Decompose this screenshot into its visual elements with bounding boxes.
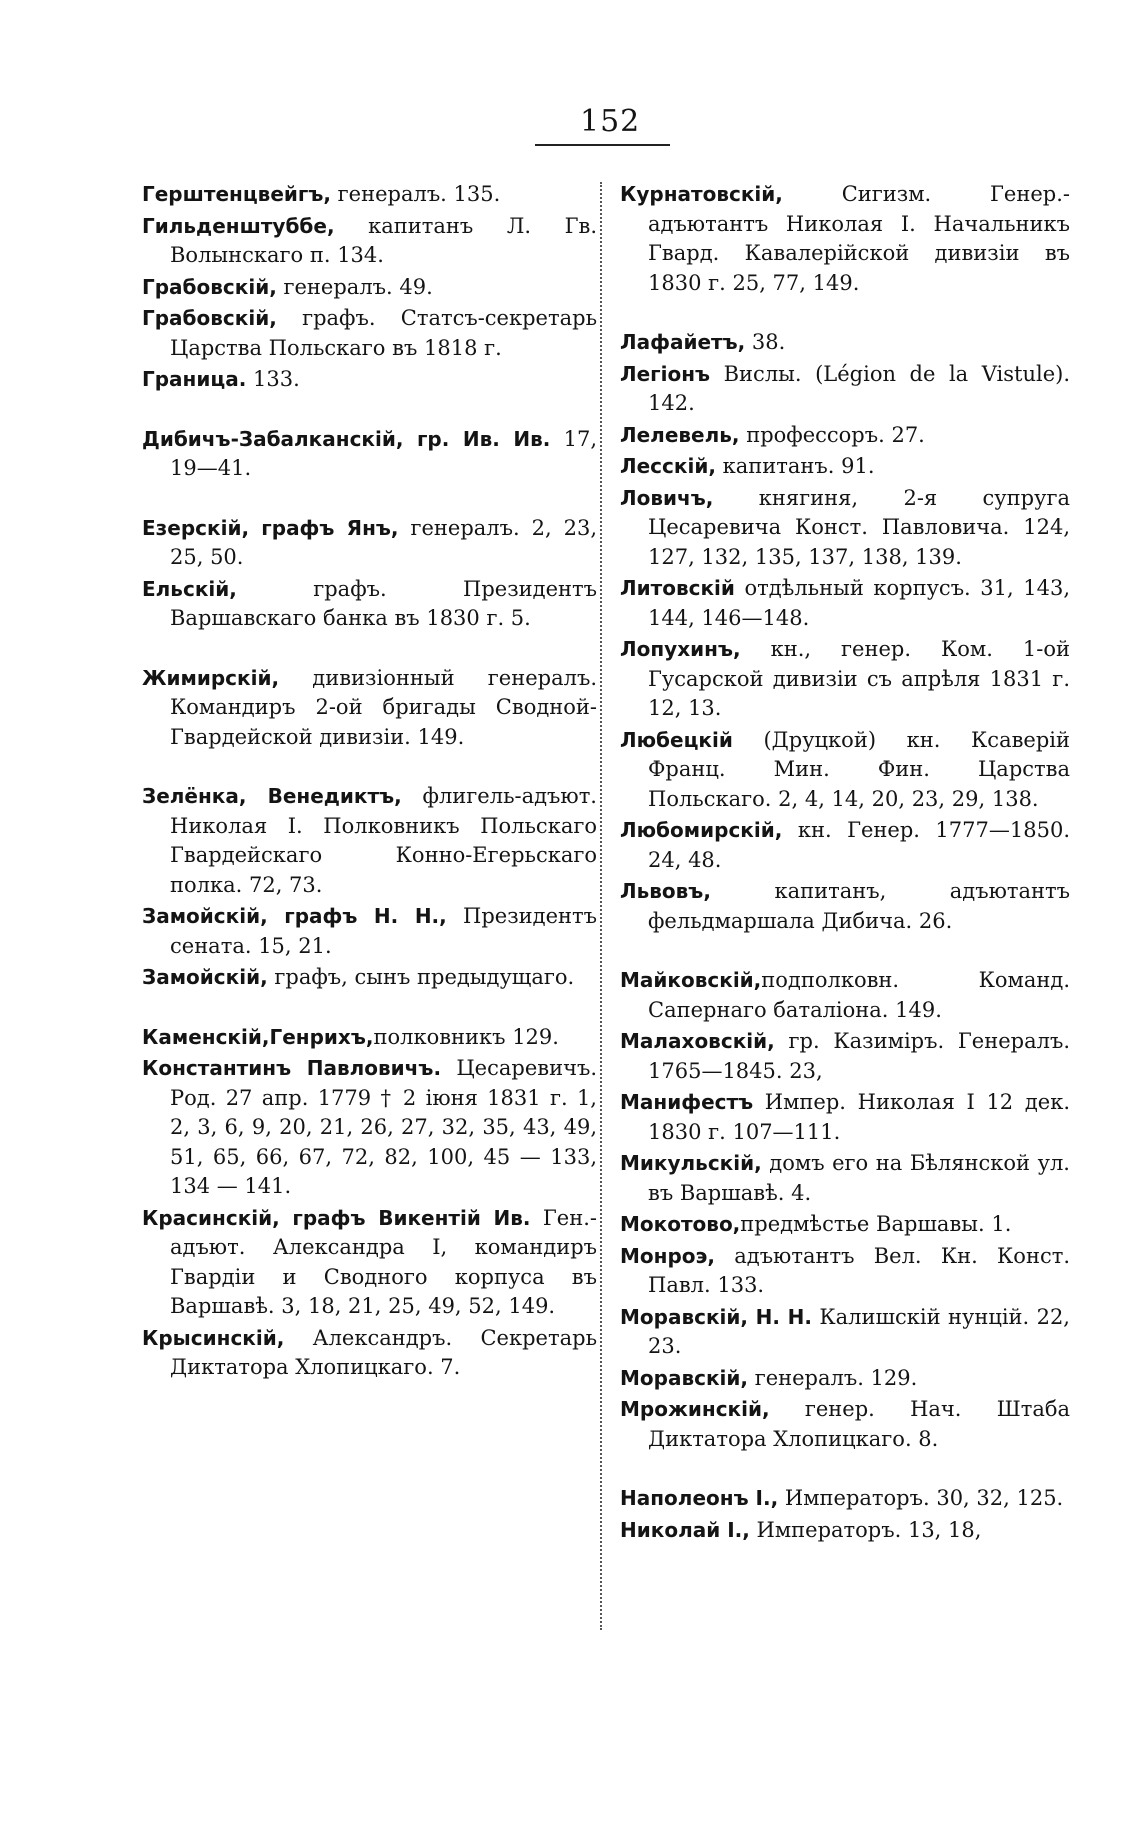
- index-entry: [620, 726, 1070, 815]
- entry-text: подполковн. Команд. Сапернаго баталіона. 149.: [648, 968, 1070, 1022]
- entry-text: Калишскій нунцій. 22, 23.: [648, 1304, 1070, 1358]
- index-entry: [142, 664, 597, 753]
- entry-text: 133.: [246, 367, 300, 391]
- entry-headword: Лесскій,: [620, 454, 716, 478]
- index-entry: [142, 212, 597, 271]
- entry-headword: Любомирскій,: [620, 818, 783, 842]
- index-entry: [620, 635, 1070, 724]
- index-entry: [620, 452, 1070, 482]
- entry-text: 38.: [745, 330, 786, 354]
- entry-headword: Курнатовскій,: [620, 182, 783, 206]
- entry-headword: Моравскій, Н. Н.: [620, 1304, 812, 1329]
- entry-text: домъ его на Бѣлянской ул. въ Варшавѣ. 4.: [648, 1151, 1070, 1205]
- entry-text: генералъ. 2, 23, 25, 50.: [170, 515, 598, 569]
- entry-text: капитанъ. 91.: [715, 454, 875, 478]
- entry-text: кн. Генер. 1777—1850. 24, 48.: [648, 818, 1070, 872]
- entry-text: генералъ. 135.: [330, 182, 501, 206]
- entry-headword: Красинскій, графъ Викентій Ив.: [142, 1205, 531, 1230]
- entry-headword: Мрожинскій,: [620, 1397, 770, 1421]
- index-entry: [620, 328, 1070, 358]
- index-entry: [142, 782, 597, 900]
- entry-text: дивизіонный генералъ. Командиръ 2-ой бригады Сводной-Гвардейской дивизіи. 149.: [170, 665, 597, 749]
- entry-headword: Зелёнка, Венедиктъ,: [142, 784, 402, 808]
- index-entry: [620, 421, 1070, 451]
- index-entry: [620, 1303, 1070, 1362]
- entry-headword: Майковскій,: [620, 968, 762, 992]
- index-entry: [620, 360, 1070, 419]
- entry-headword: Лопухинъ,: [620, 637, 741, 661]
- entry-text: капитанъ, адъютантъ фельдмаршала Дибича. 26.: [648, 879, 1070, 933]
- entry-text: Александръ. Секретарь Диктатора Хлопицкаго. 7.: [170, 1325, 597, 1379]
- index-entry: [142, 575, 597, 634]
- entry-headword: Ловичъ,: [620, 485, 714, 510]
- entry-headword: Жимирскій,: [142, 665, 280, 690]
- entry-text: Императоръ. 13, 18,: [749, 1517, 982, 1542]
- index-entry: [142, 902, 597, 961]
- index-entry: [142, 273, 597, 303]
- page-number: 152: [580, 104, 641, 139]
- index-entry: [620, 1516, 1070, 1546]
- column-divider: [600, 182, 602, 1630]
- entry-headword: Литовскій: [620, 576, 735, 600]
- index-entry: [620, 484, 1070, 573]
- index-entry: [620, 1027, 1070, 1086]
- index-entry: [142, 963, 597, 993]
- index-entry: [142, 1324, 597, 1383]
- index-entry: [620, 1364, 1070, 1394]
- entry-headword: Езерскій, графъ Янъ,: [142, 515, 399, 540]
- index-entry: [142, 1054, 597, 1202]
- entry-headword: Грабовскій,: [142, 306, 277, 330]
- entry-text: Сигизм. Генер.-адъютантъ Николая I. Начальникъ Гвард. Кавалерійской дивизіи въ 1830 г. 25, 77, 149.: [648, 182, 1070, 295]
- index-entry: [620, 1210, 1070, 1240]
- entry-text: генер. Нач. Штаба Диктатора Хлопицкаго. 8.: [648, 1397, 1070, 1451]
- entry-headword: Грабовскій,: [142, 274, 277, 299]
- index-entry: [620, 816, 1070, 875]
- entry-headword: Замойскій,: [142, 965, 268, 989]
- index-entry: [620, 1484, 1070, 1514]
- entry-headword: Львовъ,: [620, 879, 711, 903]
- entry-headword: Каменскій,Генрихъ,: [142, 1024, 374, 1049]
- index-entry: [620, 1088, 1070, 1147]
- page-number-rule: [535, 144, 670, 146]
- index-entry: [620, 1395, 1070, 1454]
- entry-text: 17, 19—41.: [170, 426, 598, 480]
- index-entry: [142, 180, 597, 210]
- entry-headword: Наполеонъ I.,: [620, 1486, 779, 1510]
- index-entry: [620, 966, 1070, 1025]
- index-entry: [142, 1204, 597, 1322]
- entry-headword: Микульскій,: [620, 1151, 762, 1175]
- entry-headword: Граница.: [142, 367, 247, 391]
- entry-text: предмѣстье Варшавы. 1.: [740, 1212, 1012, 1236]
- entry-headword: Малаховскій,: [620, 1029, 775, 1053]
- right-column: [620, 180, 1070, 1547]
- entry-text: графъ. Статсъ-секретарь Царства Польскаго въ 1818 г.: [170, 306, 597, 360]
- entry-headword: Замойскій, графъ Н. Н.,: [142, 904, 447, 928]
- index-entry: [142, 514, 597, 573]
- entry-text: адъютантъ Вел. Кн. Конст. Павл. 133.: [648, 1243, 1070, 1297]
- entry-text: Вислы. (Légion de la Vistule). 142.: [648, 361, 1070, 415]
- entry-text: кн., генер. Ком. 1-ой Гусарской дивизіи съ апрѣля 1831 г. 12, 13.: [648, 637, 1070, 720]
- entry-headword: Легіонъ: [620, 361, 711, 386]
- index-entry: [620, 1149, 1070, 1208]
- entry-text: Ген.-адъют. Александра I, командиръ Гвардіи и Сводного корпуса въ Варшавѣ. 3, 18, 21, 25, 49, 52, 149.: [170, 1205, 598, 1318]
- index-entry: [142, 1023, 597, 1053]
- index-entry: [620, 180, 1070, 298]
- index-entry: [142, 425, 597, 484]
- entry-text: флигель-адъют. Николая I. Полковникъ Польскаго Гвардейскаго Конно-Егерьскаго полка. 72, 73.: [170, 784, 597, 897]
- entry-headword: Лафайетъ,: [620, 330, 746, 354]
- index-entry: [142, 365, 597, 395]
- entry-text: отдѣльный корпусъ. 31, 143, 144, 146—148.: [648, 576, 1070, 630]
- entry-text: графъ, сынъ предыдущаго.: [267, 965, 575, 989]
- entry-text: Президентъ сената. 15, 21.: [170, 904, 597, 958]
- entry-headword: Крысинскій,: [142, 1325, 285, 1350]
- entry-text: гр. Казиміръ. Генералъ. 1765—1845. 23,: [648, 1029, 1070, 1083]
- entry-text: капитанъ Л. Гв. Волынскаго п. 134.: [170, 213, 597, 267]
- index-entry: [620, 574, 1070, 633]
- entry-headword: Лелевель,: [620, 422, 740, 447]
- entry-headword: Константинъ Павловичъ.: [142, 1056, 442, 1080]
- entry-text: графъ. Президентъ Варшавскаго банка въ 1830 г. 5.: [170, 576, 597, 630]
- entry-text: Импер. Николая I 12 дек. 1830 г. 107—111.: [648, 1090, 1070, 1144]
- entry-headword: Герштенцвейгъ,: [142, 182, 331, 206]
- entry-text: генералъ. 129.: [748, 1365, 918, 1390]
- entry-headword: Ельскій,: [142, 576, 237, 601]
- entry-text: генералъ. 49.: [276, 274, 433, 299]
- entry-text: Цесаревичъ. Род. 27 апр. 1779 † 2 іюня 1831 г. 1, 2, 3, 6, 9, 20, 21, 26, 27, 32, 35, 43, 49, 51, 65, 66, 67, 72, 82, 100, 45 — 133, 134 — 141.: [170, 1056, 598, 1198]
- entry-text: полковникъ 129.: [373, 1024, 559, 1049]
- index-entry: [620, 1242, 1070, 1301]
- entry-headword: Любецкій: [620, 727, 733, 752]
- entry-text: (Друцкой) кн. Ксаверій Франц. Мин. Фин. Царства Польскаго. 2, 4, 14, 20, 23, 29, 138.: [648, 727, 1070, 811]
- index-entry: [142, 304, 597, 363]
- left-column: [142, 180, 597, 1385]
- entry-headword: Дибичъ-Забалканскій, гр. Ив. Ив.: [142, 426, 551, 451]
- entry-text: профессоръ. 27.: [739, 422, 925, 447]
- entry-headword: Мокотово,: [620, 1212, 741, 1236]
- entry-text: княгиня, 2-я супруга Цесаревича Конст. Павловича. 124, 127, 132, 135, 137, 138, 139.: [648, 485, 1070, 569]
- entry-text: Императоръ. 30, 32, 125.: [778, 1486, 1064, 1510]
- entry-headword: Гильденштуббе,: [142, 213, 335, 238]
- entry-headword: Манифестъ: [620, 1090, 754, 1114]
- entry-headword: Монроэ,: [620, 1243, 715, 1268]
- entry-headword: Николай I.,: [620, 1517, 750, 1542]
- index-entry: [620, 877, 1070, 936]
- entry-headword: Моравскій,: [620, 1365, 749, 1390]
